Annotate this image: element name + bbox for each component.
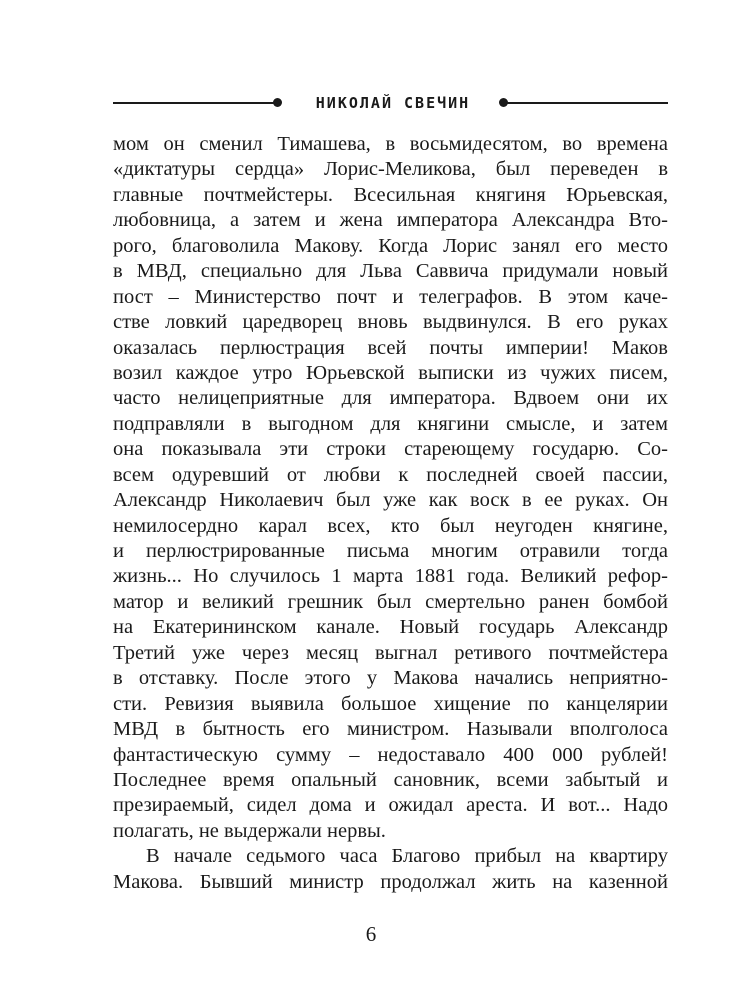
text-line: возил каждое утро Юрьевской выписки из чужих писем, (113, 361, 668, 384)
text-line: она показывала эти строки стареющему государю. Со- (113, 438, 668, 461)
text-line: в отставку. После этого у Макова начались неприятно- (113, 667, 668, 690)
body-text (113, 132, 668, 895)
text-line: подправляли в выгодном для княгини смысле, и затем (113, 412, 668, 435)
text-line: «диктатуры сердца» Лорис-Меликова, был переведен в (113, 158, 668, 181)
text-line: любовница, а затем и жена императора Александра Вто- (113, 209, 668, 232)
text-line: рого, благоволила Макову. Когда Лорис занял его место (113, 234, 668, 257)
text-line: сти. Ревизия выявила большое хищение по канцелярии (113, 692, 668, 715)
text-line: главные почтмейстеры. Всесильная княгиня Юрьевская, (113, 183, 668, 206)
running-header (113, 92, 668, 114)
text-line: МВД в бытность его министром. Называли вполголоса (113, 718, 668, 741)
text-line: часто нелицеприятные для императора. Вдвоем они их (113, 387, 668, 410)
text-line: стве ловкий царедворец вновь выдвинулся. В его руках (113, 311, 668, 334)
text-line-paragraph-start: В начале седьмого часа Благово прибыл на квартиру (146, 845, 668, 868)
text-line: Макова. Бывший министр продолжал жить на казенной (113, 870, 668, 893)
text-line: пост – Министерство почт и телеграфов. В этом каче- (113, 285, 668, 308)
header-rule-right (502, 102, 668, 104)
text-line-paragraph-end: полагать, не выдержали нервы. (113, 819, 386, 842)
text-line: Александр Николаевич был уже как воск в ее руках. Он (113, 489, 668, 512)
running-title: НИКОЛАЙ СВЕЧИН (315, 94, 471, 112)
text-line: на Екатерининском канале. Новый государь Александр (113, 616, 668, 639)
text-line: Третий уже через месяц выгнал ретивого почтмейстера (113, 641, 668, 664)
text-line: Последнее время опальный сановник, всеми забытый и (113, 768, 668, 791)
text-line: презираемый, сидел дома и ожидал ареста. И вот... Надо (113, 794, 668, 817)
page-number: 6 (365, 922, 377, 946)
text-line: всем одуревший от любви к последней своей пассии, (113, 463, 668, 486)
text-line: и перлюстрированные письма многим отравили тогда (113, 540, 668, 562)
text-line: мом он сменил Тимашева, в восьмидесятом, во времена (113, 133, 668, 155)
header-rule-left (113, 102, 275, 104)
text-line: в МВД, специально для Льва Саввича придумали новый (113, 260, 668, 283)
text-line: жизнь... Но случилось 1 марта 1881 года. Великий рефор- (113, 565, 668, 588)
text-line: оказалась перлюстрация всей почты империи! Маков (113, 336, 668, 359)
text-line: фантастическую сумму – недоставало 400 000 рублей! (113, 743, 668, 766)
text-line: немилосердно карал всех, кто был неугоден княгине, (113, 514, 668, 537)
text-line: матор и великий грешник был смертельно ранен бомбой (113, 590, 668, 613)
header-bullet-left (273, 98, 282, 107)
